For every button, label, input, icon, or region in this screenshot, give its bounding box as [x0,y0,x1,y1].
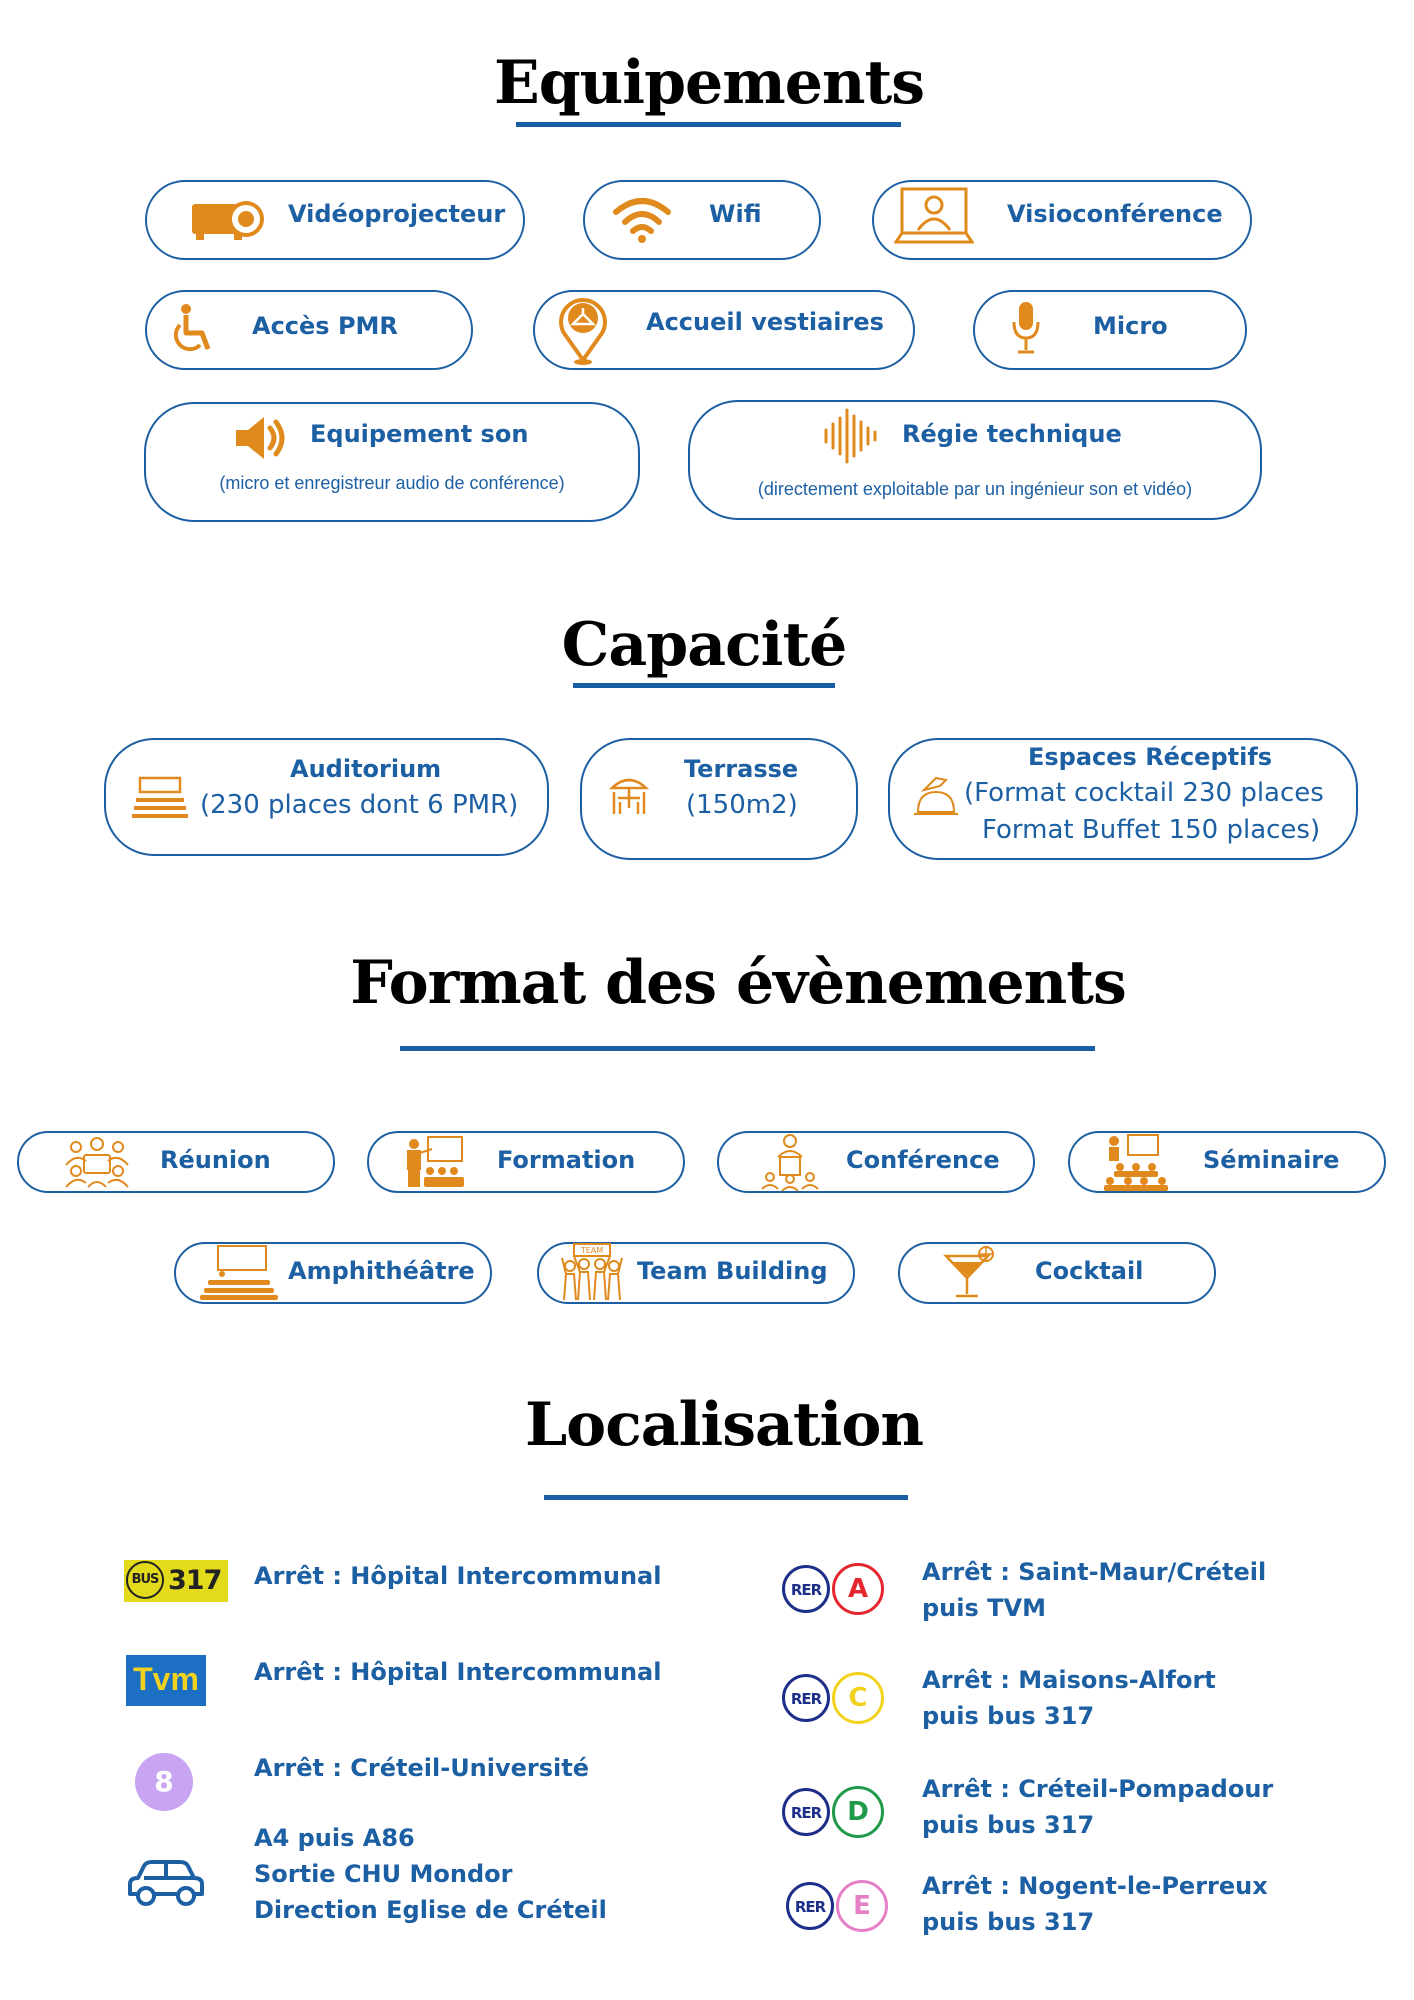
rer-letter-circle [832,1786,884,1838]
rer-c-letter: C [848,1683,868,1713]
microphone-icon [1010,300,1042,356]
rer-e-badge [786,1880,890,1932]
label-seminaire: Séminaire [1203,1146,1340,1174]
conference-icon [760,1133,820,1191]
service-bell-icon [910,772,960,822]
projector-icon [190,196,270,242]
tvm-badge-text: Tvm [133,1661,199,1697]
label-formation: Formation [497,1146,636,1174]
pill-regie-technique [688,400,1262,520]
label-auditorium: Auditorium [290,755,442,783]
seminar-icon [1100,1133,1172,1191]
rer-circle [782,1674,830,1722]
heading-format: Format des évènements [350,948,1126,1018]
rer-circle [786,1882,834,1930]
label-acces-pmr: Accès PMR [252,312,398,340]
label-conference: Conférence [846,1146,1000,1174]
heading-capacite: Capacité [561,610,847,680]
rer-e-line-2: puis bus 317 [922,1908,1095,1936]
sub-equipement-son: (micro et enregistreur audio de conférence) [219,473,565,493]
rer-d-line-2: puis bus 317 [922,1811,1095,1839]
metro-8-badge [135,1753,193,1811]
rer-e-letter: E [853,1891,871,1921]
heading-underline [516,122,901,127]
bus-stop-text: Arrêt : Hôpital Intercommunal [254,1562,662,1590]
videoconference-icon [894,186,974,248]
team-sign-text: TEAM [580,1246,604,1255]
rer-a-line-1: Arrêt : Saint-Maur/Créteil [922,1558,1267,1586]
label-amphitheatre: Amphithéâtre [288,1257,475,1285]
rer-a-badge [782,1563,886,1615]
rer-label: RER [794,1898,826,1916]
label-team-building: Team Building [637,1257,828,1285]
training-icon [404,1135,466,1189]
rer-e-line-1: Arrêt : Nogent-le-Perreux [922,1872,1268,1900]
heading-equipements: Equipements [493,48,924,118]
label-regie-technique: Régie technique [902,420,1122,448]
car-line-3: Direction Eglise de Créteil [254,1896,607,1924]
rer-letter-circle [836,1880,888,1932]
sub-espaces-receptifs-2: Format Buffet 150 places) [982,815,1321,845]
bus-317-badge [124,1560,228,1602]
rer-label: RER [790,1690,822,1708]
bus-badge-text: BUS [131,1572,159,1587]
heading-underline [544,1495,908,1500]
rer-c-badge [782,1672,886,1724]
label-accueil-vestiaires: Accueil vestiaires [646,308,884,336]
cloakroom-icon [556,294,610,366]
meeting-icon [62,1135,132,1189]
speaker-icon [232,414,288,462]
rer-a-line-2: puis TVM [922,1594,1046,1622]
label-wifi: Wifi [709,200,762,228]
label-terrasse: Terrasse [684,755,799,783]
rer-c-line-2: puis bus 317 [922,1702,1095,1730]
rer-label: RER [790,1581,822,1599]
team-building-icon [560,1242,624,1302]
rer-d-letter: D [847,1797,869,1827]
tvm-stop-text: Arrêt : Hôpital Intercommunal [254,1658,662,1686]
heading-underline [573,683,835,688]
rer-label: RER [790,1804,822,1822]
heading-localisation: Localisation [524,1390,923,1460]
sub-regie-technique: (directement exploitable par un ingénieur son et vidéo) [757,479,1193,499]
terrace-icon [606,776,652,816]
sub-espaces-receptifs-1: (Format cocktail 230 places [964,778,1324,808]
label-micro: Micro [1093,312,1168,340]
rer-c-line-1: Arrêt : Maisons-Alfort [922,1666,1216,1694]
rer-d-badge [782,1786,886,1838]
label-espaces-receptifs: Espaces Réceptifs [1028,743,1273,771]
sub-terrasse: (150m2) [686,790,798,820]
metro-stop-text: Arrêt : Créteil-Université [254,1754,590,1782]
label-videoprojecteur: Vidéoprojecteur [288,200,506,228]
cocktail-icon [942,1246,998,1300]
rer-letter-circle [832,1563,884,1615]
label-cocktail: Cocktail [1035,1257,1144,1285]
metro-8-number: 8 [154,1765,174,1798]
wifi-icon [612,196,672,244]
rer-letter-circle [832,1672,884,1724]
car-line-1: A4 puis A86 [254,1824,415,1852]
car-icon [124,1858,208,1910]
tvm-badge [126,1655,206,1706]
label-equipement-son: Equipement son [310,420,529,448]
amphitheatre-icon [200,1244,278,1300]
wheelchair-icon [170,303,216,357]
car-line-2: Sortie CHU Mondor [254,1860,513,1888]
rer-d-line-1: Arrêt : Créteil-Pompadour [922,1775,1274,1803]
rer-a-letter: A [847,1574,869,1604]
auditorium-icon [132,776,188,820]
label-visioconference: Visioconférence [1007,200,1223,228]
soundwave-icon [822,406,882,466]
bus-number: 317 [168,1565,222,1596]
heading-underline [400,1046,1095,1051]
label-reunion: Réunion [160,1146,271,1174]
rer-circle [782,1788,830,1836]
sub-auditorium: (230 places dont 6 PMR) [200,790,519,820]
rer-circle [782,1565,830,1613]
